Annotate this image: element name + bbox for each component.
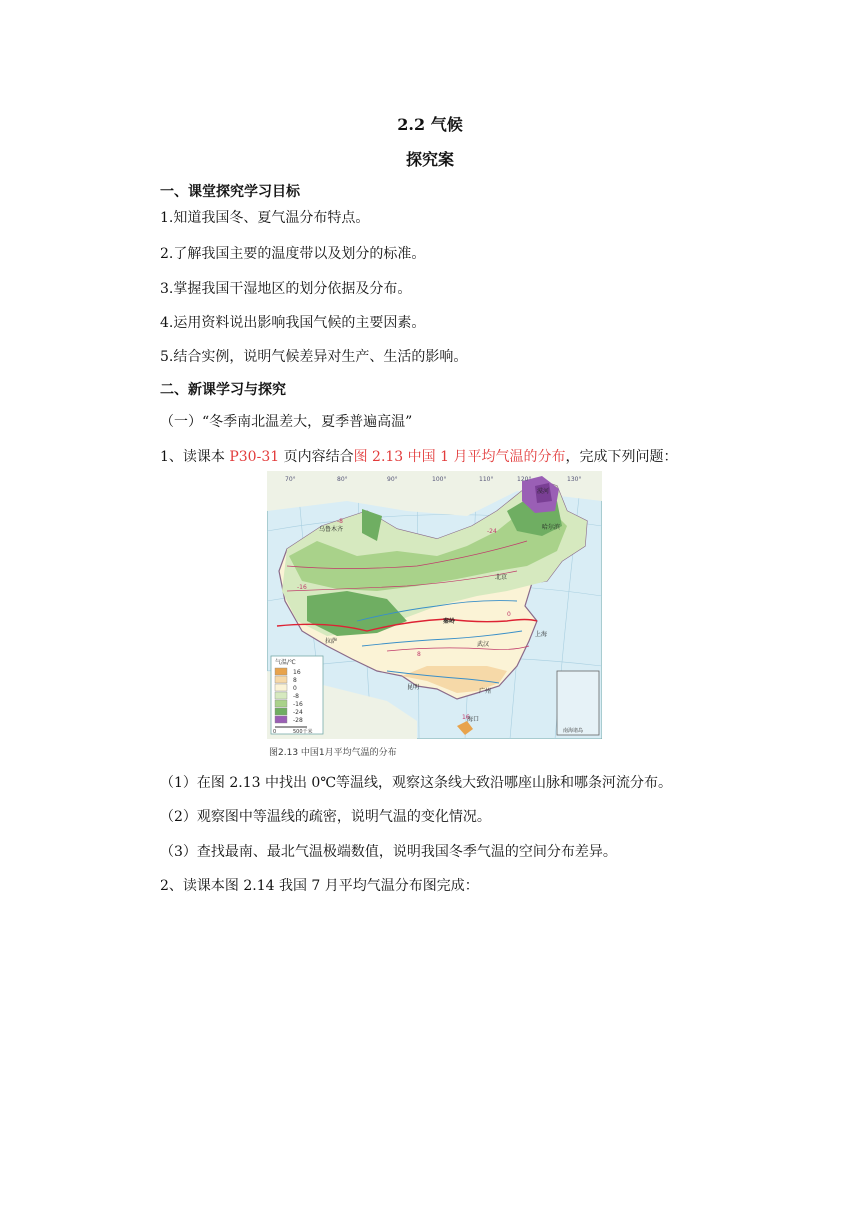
page-reference: P30-31 [229, 449, 280, 465]
legend-title: 气温/℃ [275, 659, 296, 666]
place-label: 漠河 [537, 488, 550, 495]
longitude-label: 130° [567, 476, 582, 483]
legend-swatch [275, 692, 287, 699]
legend-swatch [275, 700, 287, 707]
longitude-label: 100° [432, 476, 447, 483]
page-subtitle: 探究案 [405, 150, 454, 169]
temperature-map [267, 471, 602, 739]
isotherm-label: 0 [507, 611, 511, 618]
legend-swatch [275, 684, 287, 691]
isotherm-label: 8 [417, 651, 421, 658]
sub-question: （2）观察图中等温线的疏密，说明气温的变化情况。 [160, 809, 491, 825]
legend-swatch [275, 676, 287, 683]
objective-item: 3.掌握我国干湿地区的划分依据及分布。 [160, 281, 412, 297]
legend-value: -28 [293, 717, 303, 724]
inset-label: 南海诸岛 [563, 728, 584, 734]
scale-label: 500千米 [293, 729, 313, 735]
longitude-label: 90° [387, 476, 398, 483]
place-label: 哈尔滨 [542, 524, 561, 531]
question-1-mid: 页内容结合 [279, 449, 354, 465]
isotherm-label: 16 [462, 714, 470, 721]
longitude-label: 120° [517, 476, 532, 483]
isotherm-label: -8 [337, 518, 343, 525]
longitude-label: 70° [285, 476, 296, 483]
legend-value: -24 [293, 709, 303, 716]
place-label: 广州 [479, 688, 492, 695]
place-label: 昆明 [407, 684, 420, 691]
legend-value: -8 [293, 693, 299, 700]
subsection-heading: （一）“冬季南北温差大，夏季普遍高温” [160, 414, 413, 430]
legend-swatch [275, 708, 287, 715]
question-1-suffix: ，完成下列问题： [565, 449, 678, 465]
isotherm-label: -16 [297, 584, 307, 591]
objective-item: 4.运用资料说出影响我国气候的主要因素。 [160, 315, 426, 331]
place-label: 海口 [467, 716, 480, 723]
figure-reference: 图 2.13 中国 1 月平均气温的分布 [353, 449, 566, 465]
legend-value: 0 [293, 685, 297, 692]
question-2: 2、读课本图 2.14 我国 7 月平均气温分布图完成： [160, 878, 479, 894]
section-heading-1: 一、课堂探究学习目标 [160, 184, 300, 200]
figure-caption: 图2.13 中国1月平均气温的分布 [269, 748, 397, 758]
question-1 [160, 446, 677, 466]
place-label: 拉萨 [325, 638, 338, 645]
question-1-prefix: 1、读课本 [160, 449, 230, 465]
legend-value: 8 [293, 677, 297, 684]
place-label: 秦岭 [443, 618, 456, 625]
objective-item: 5.结合实例，说明气候差异对生产、生活的影响。 [160, 349, 468, 365]
legend-swatch [275, 716, 287, 723]
legend-swatch [275, 668, 287, 675]
sub-question: （3）查找最南、最北气温极端数值，说明我国冬季气温的空间分布差异。 [160, 844, 617, 860]
page-title: 2.2 气候 [397, 115, 463, 134]
longitude-label: 80° [337, 476, 348, 483]
place-label: 武汉 [477, 641, 490, 648]
isotherm-label: -24 [487, 528, 497, 535]
place-label: 上海 [535, 631, 548, 638]
legend-value: 16 [293, 669, 301, 676]
legend-value: -16 [293, 701, 303, 708]
longitude-label: 110° [479, 476, 494, 483]
objective-item: 2.了解我国主要的温度带以及划分的标准。 [160, 246, 426, 262]
place-label: 乌鲁木齐 [319, 526, 344, 533]
scale-zero: 0 [273, 729, 277, 735]
section-heading-2: 二、新课学习与探究 [160, 382, 286, 398]
place-label: 北京 [495, 574, 508, 581]
sub-question: （1）在图 2.13 中找出 0℃等温线，观察这条线大致沿哪座山脉和哪条河流分布。 [160, 775, 672, 791]
objective-item: 1.知道我国冬、夏气温分布特点。 [160, 210, 370, 226]
